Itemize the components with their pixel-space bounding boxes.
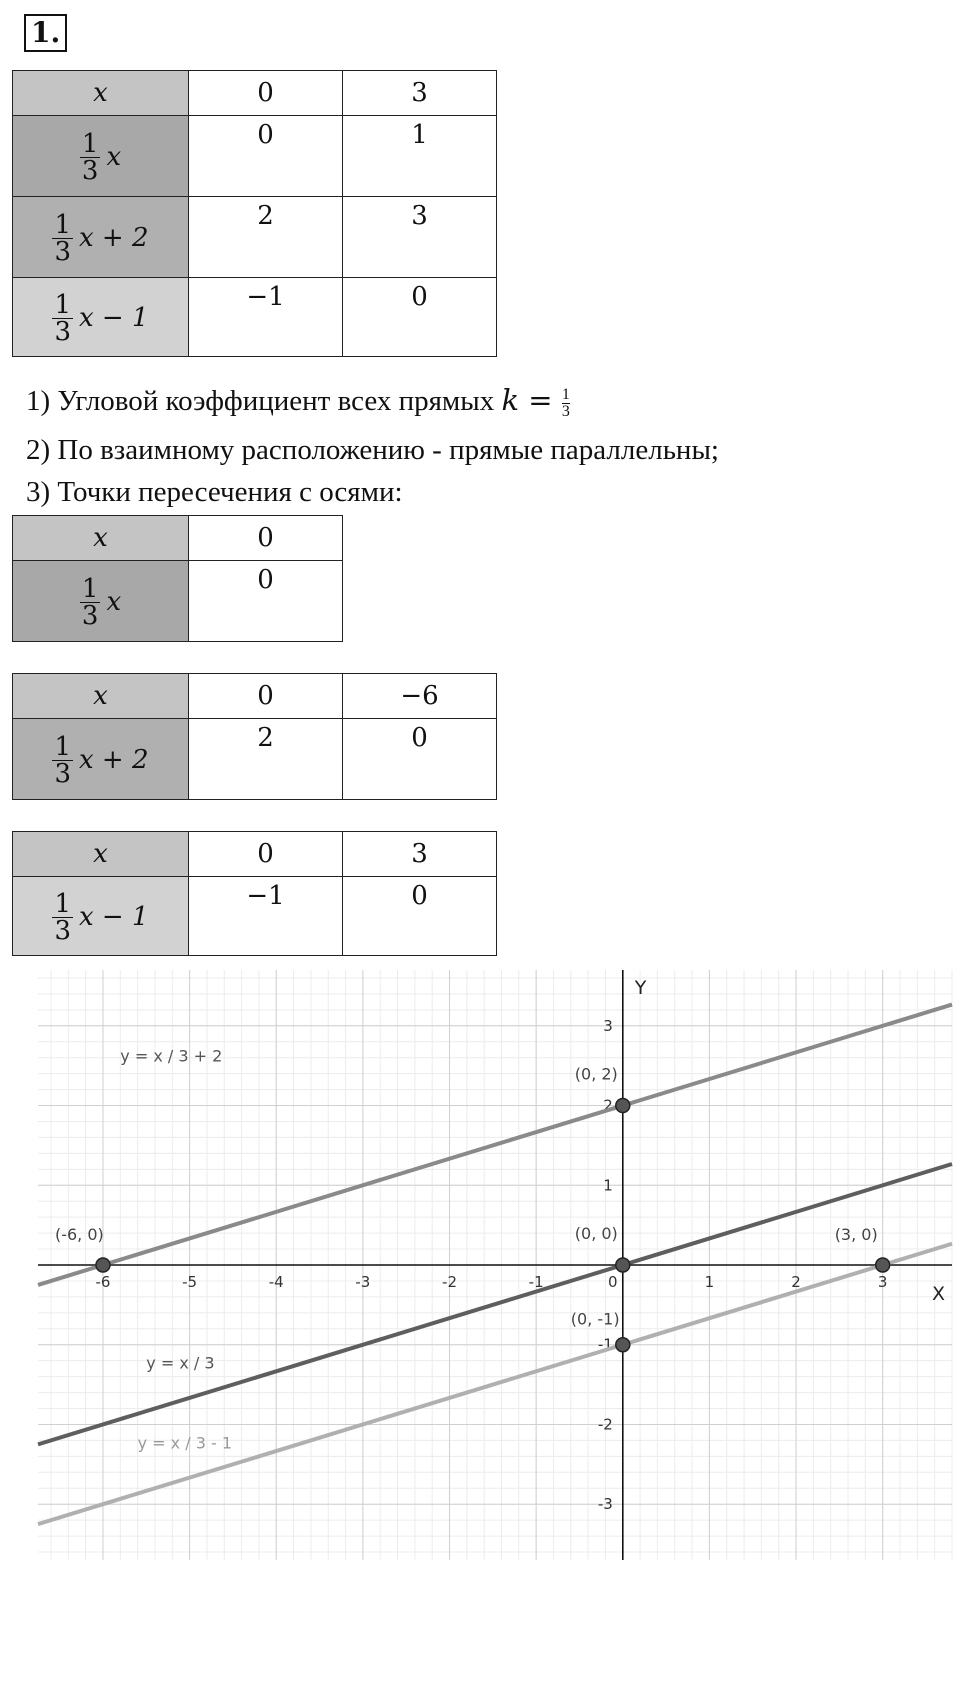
x-tick-label: 0 bbox=[608, 1273, 618, 1291]
problem-number: 1. bbox=[24, 14, 67, 52]
table-cell: 0 bbox=[343, 719, 497, 800]
y-tick-label: 2 bbox=[603, 1096, 613, 1115]
intercept-table-1 bbox=[12, 515, 343, 642]
x-tick-label: 1 bbox=[704, 1273, 715, 1291]
row-label-2: 1 3 x + 2 bbox=[13, 197, 189, 278]
point-label: (0, 0) bbox=[574, 1224, 618, 1243]
table-cell: 2 bbox=[189, 197, 343, 278]
series-label-2: y = x / 3 bbox=[146, 1353, 215, 1373]
header-value-1: 0 bbox=[189, 832, 343, 877]
series-label-3: y = x / 3 - 1 bbox=[137, 1433, 233, 1453]
table-cell: −1 bbox=[189, 278, 343, 357]
x-tick-label: -3 bbox=[355, 1273, 371, 1291]
intersection-point bbox=[616, 1258, 630, 1272]
table-cell: 0 bbox=[189, 116, 343, 197]
table-cell: 1 bbox=[343, 116, 497, 197]
header-x: x bbox=[13, 832, 189, 877]
y-tick-label: -2 bbox=[597, 1415, 613, 1434]
header-value-2: 3 bbox=[343, 832, 497, 877]
series-label-1: y = x / 3 + 2 bbox=[120, 1046, 223, 1066]
line-graph bbox=[0, 960, 960, 1590]
row-label: 1 3 x + 2 bbox=[13, 719, 189, 800]
header-value-1: 0 bbox=[189, 674, 343, 719]
row-label: 1 3 x bbox=[13, 561, 189, 642]
x-tick-label: -5 bbox=[182, 1273, 198, 1291]
statement-2: 2) По взаимному расположению - прямые параллельны; bbox=[26, 434, 719, 466]
point-label: (0, 2) bbox=[574, 1064, 618, 1084]
table-cell: 0 bbox=[343, 278, 497, 357]
point-label: (3, 0) bbox=[834, 1225, 878, 1244]
statement-3: 3) Точки пересечения с осями: bbox=[26, 476, 403, 508]
header-value-2: −6 bbox=[343, 674, 497, 719]
y-tick-label: 3 bbox=[603, 1016, 613, 1035]
intersection-point bbox=[876, 1258, 890, 1272]
intercept-table-3 bbox=[12, 831, 497, 956]
table-cell: 3 bbox=[343, 197, 497, 278]
y-tick-label: 1 bbox=[603, 1176, 613, 1195]
x-tick-label: -1 bbox=[528, 1273, 544, 1291]
x-tick-label: -2 bbox=[442, 1273, 458, 1291]
header-value-1: 0 bbox=[189, 516, 343, 561]
x-tick-label: -4 bbox=[268, 1273, 284, 1291]
x-tick-label: 2 bbox=[791, 1273, 801, 1291]
y-tick-label: -3 bbox=[597, 1495, 613, 1514]
table-cell: −1 bbox=[189, 877, 343, 956]
header-x: x bbox=[13, 516, 189, 561]
point-label: (0, -1) bbox=[570, 1309, 620, 1329]
y-axis-label: Y bbox=[634, 977, 647, 999]
x-axis-label: X bbox=[932, 1283, 946, 1305]
x-tick-label: 3 bbox=[877, 1273, 888, 1291]
table-cell: 2 bbox=[189, 719, 343, 800]
row-label-3: 1 3 x − 1 bbox=[13, 278, 189, 357]
intersection-point bbox=[616, 1338, 630, 1352]
header-value-1: 0 bbox=[189, 71, 343, 116]
intercept-table-2 bbox=[12, 673, 497, 800]
intersection-point bbox=[96, 1258, 110, 1272]
header-x: x bbox=[13, 674, 189, 719]
intersection-point bbox=[616, 1099, 630, 1113]
series-line-3 bbox=[38, 1244, 952, 1524]
header-value-2: 3 bbox=[343, 71, 497, 116]
row-label-1: 1 3 x bbox=[13, 116, 189, 197]
table-cell: 0 bbox=[343, 877, 497, 956]
value-table-main bbox=[12, 70, 497, 357]
series-line-2 bbox=[38, 1164, 952, 1444]
statement-1: 1) Угловой коэффициент всех прямых k = $\frac{1}{3}$ bbox=[26, 383, 570, 420]
row-label: 1 3 x − 1 bbox=[13, 877, 189, 956]
y-tick-label: -1 bbox=[597, 1335, 613, 1354]
x-tick-label: -6 bbox=[95, 1273, 111, 1291]
header-x: x bbox=[13, 71, 189, 116]
table-cell: 0 bbox=[189, 561, 343, 642]
point-label: (-6, 0) bbox=[54, 1225, 104, 1244]
